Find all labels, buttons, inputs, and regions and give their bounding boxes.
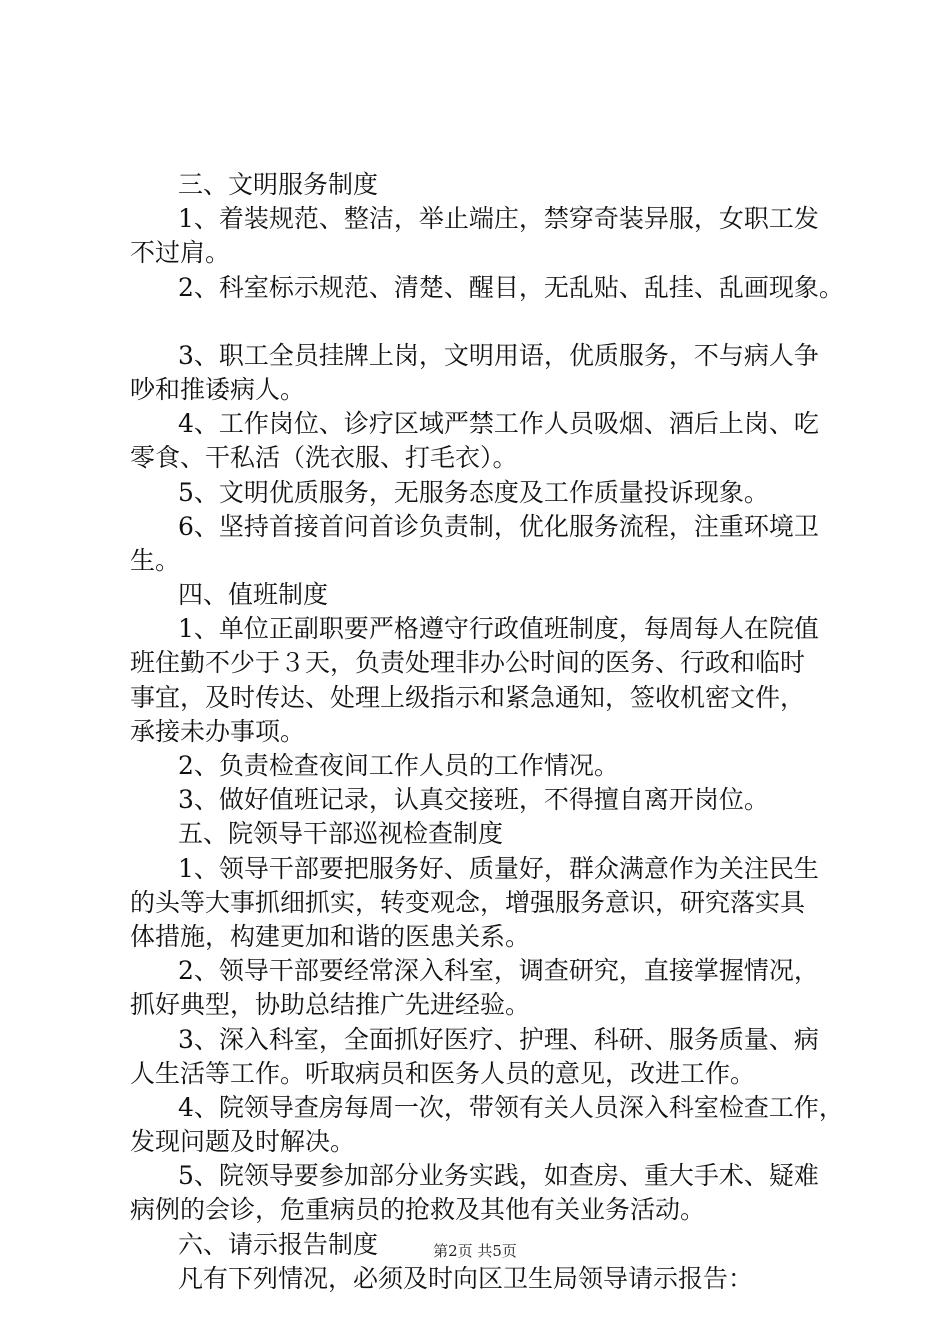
page-number-footer: 第2页 共5页: [433, 1242, 517, 1260]
paragraph-line: 生。: [130, 545, 181, 575]
document-body: [130, 168, 850, 1296]
paragraph-line: 事宜，及时传达、处理上级指示和紧急通知，签收机密文件，: [130, 682, 806, 712]
paragraph-line: 1、领导干部要把服务好、质量好，群众满意作为关注民生: [178, 853, 819, 883]
paragraph-line: 体措施，构建更加和谐的医患关系。: [130, 921, 531, 951]
paragraph-line: 5、文明优质服务，无服务态度及工作质量投诉现象。: [178, 477, 769, 507]
paragraph-line: 承接未办事项。: [130, 716, 306, 746]
paragraph-line: 2、领导干部要经常深入科室，调查研究，直接掌握情况，: [178, 956, 819, 986]
paragraph-line: 6、坚持首接首问首诊负责制，优化服务流程，注重环境卫: [178, 511, 819, 541]
paragraph-line: 3、职工全员挂牌上岗，文明用语，优质服务，不与病人争: [178, 340, 819, 370]
paragraph-line: 3、深入科室，全面抓好医疗、护理、科研、服务质量、病: [178, 1024, 819, 1054]
paragraph-line: 2、负责检查夜间工作人员的工作情况。: [178, 751, 619, 780]
paragraph-line: 2、科室标示规范、清楚、醒目，无乱贴、乱挂、乱画现象。: [178, 272, 844, 302]
section-heading-reporting: 六、请示报告制度: [178, 1229, 379, 1259]
section-heading-civil-service: 三、文明服务制度: [178, 170, 379, 199]
blank-line: [130, 305, 850, 339]
paragraph-line: 1、着装规范、整洁，举止端庄，禁穿奇装异服，女职工发: [178, 204, 819, 234]
paragraph-line: 吵和推诿病人。: [130, 374, 306, 404]
paragraph-line: 4、院领导查房每周一次，带领有关人员深入科室检查工作，: [178, 1092, 844, 1122]
paragraph-line: 发现问题及时解决。: [130, 1127, 356, 1157]
paragraph-line: 不过肩。: [130, 238, 231, 268]
paragraph-line: 4、工作岗位、诊疗区域严禁工作人员吸烟、酒后上岗、吃: [178, 409, 819, 439]
paragraph-line: 人生活等工作。听取病员和医务人员的意见，改进工作。: [130, 1058, 756, 1088]
section-heading-duty: 四、值班制度: [178, 580, 329, 610]
paragraph-line: 抓好典型，协助总结推广先进经验。: [130, 990, 531, 1020]
paragraph-line: 的头等大事抓细抓实，转变观念，增强服务意识，研究落实具: [130, 887, 806, 917]
paragraph-line: 凡有下列情况，必须及时向区卫生局领导请示报告：: [178, 1263, 754, 1293]
paragraph-line: 5、院领导要参加部分业务实践，如查房、重大手术、疑难: [178, 1161, 819, 1191]
paragraph-line: 病例的会诊，危重病员的抢救及其他有关业务活动。: [130, 1195, 706, 1225]
section-heading-inspection: 五、院领导干部巡视检查制度: [178, 819, 504, 849]
paragraph-line: 1、单位正副职要严格遵守行政值班制度，每周每人在院值: [178, 614, 819, 644]
paragraph-line: 班住勤不少于３天，负责处理非办公时间的医务、行政和临时: [130, 648, 806, 678]
paragraph-line: 零食、干私活（洗衣服、打毛衣）。: [130, 443, 518, 473]
paragraph-line: 3、做好值班记录，认真交接班，不得擅自离开岗位。: [178, 785, 769, 815]
